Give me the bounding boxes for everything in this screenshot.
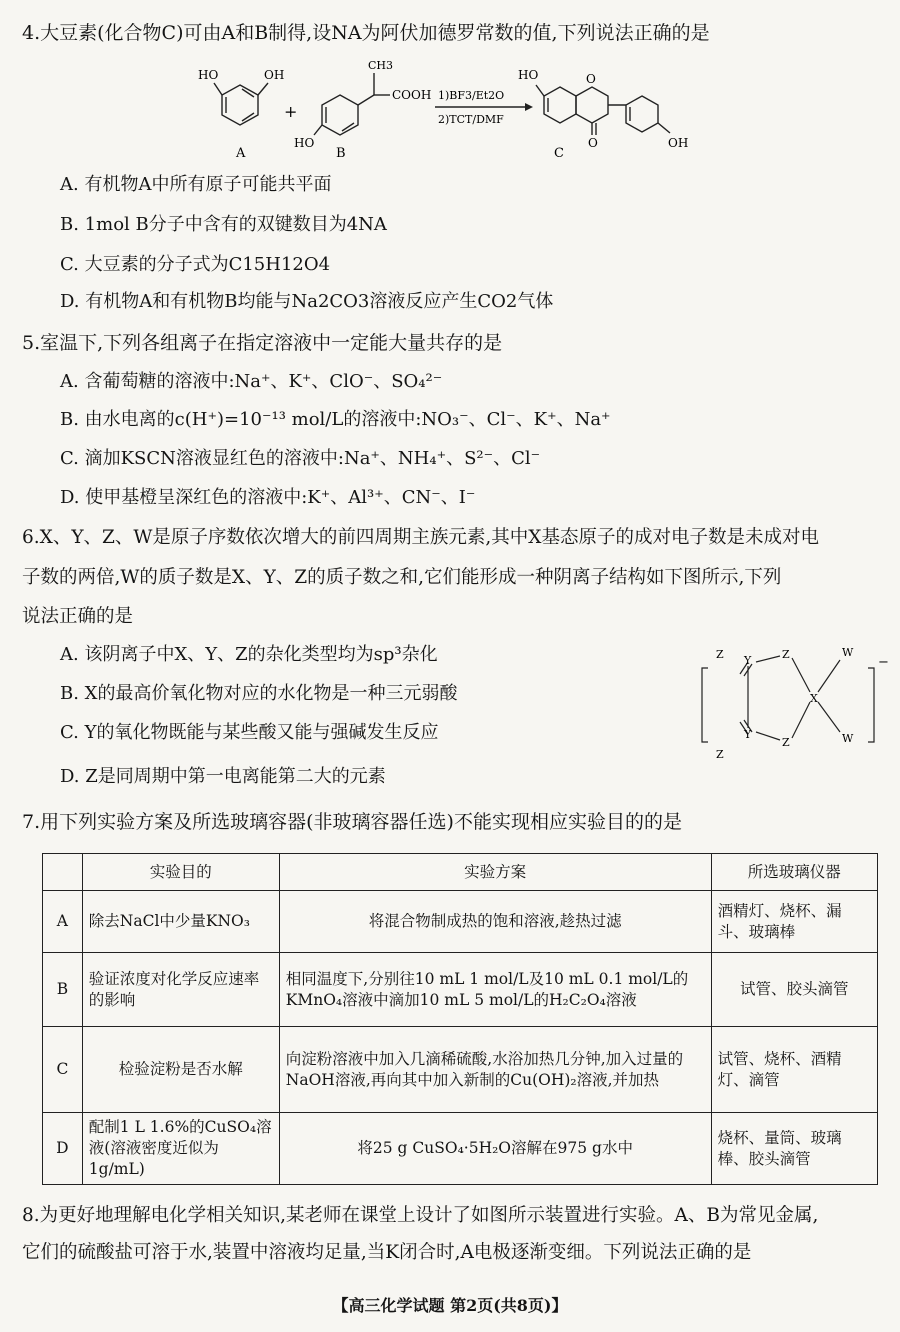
q5-option-a: A. 含葡萄糖的溶液中:Na⁺、K⁺、ClO⁻、SO₄²⁻ — [60, 371, 443, 392]
table-row: B 验证浓度对化学反应速率的影响 相同温度下,分别往10 mL 1 mol/L及10 mL 0.1 mol/L的KMnO₄溶液中滴加10 mL 5 mol/L的H₂C₂O₄溶液 试管、胶头滴管 — [43, 953, 878, 1027]
header-id — [43, 854, 83, 891]
header-plan: 实验方案 — [279, 854, 711, 891]
svg-text:W: W — [842, 732, 854, 745]
table-row: A 除去NaCl中少量KNO₃ 将混合物制成热的饱和溶液,趁热过滤 酒精灯、烧杯、漏斗、玻璃棒 — [43, 891, 878, 953]
q6-option-c: C. Y的氧化物既能与某些酸又能与强碱发生反应 — [60, 722, 439, 743]
table-header-row — [43, 854, 878, 891]
svg-text:X: X — [810, 692, 818, 705]
a-ho: HO — [198, 68, 219, 82]
b-cooh: COOH — [392, 88, 432, 102]
table-row: C 检验淀粉是否水解 向淀粉溶液中加入几滴稀硫酸,水浴加热几分钟,加入过量的NaOH溶液,再向其中加入新制的Cu(OH)₂溶液,并加热 试管、烧杯、酒精灯、滴管 — [43, 1027, 878, 1113]
c-ring-o: O — [586, 72, 596, 86]
table-row: D 配制1 L 1.6%的CuSO₄溶液(溶液密度近似为1g/mL) 将25 g CuSO₄·5H₂O溶解在975 g水中 烧杯、量筒、玻璃棒、胶头滴管 — [43, 1113, 878, 1185]
svg-text:Z: Z — [782, 648, 790, 661]
page-footer: 【高三化学试题 第2页(共8页)】 — [332, 1296, 568, 1315]
cond-2: 2)TCT/DMF — [438, 113, 504, 126]
label-a: A — [236, 146, 246, 161]
c-oh: OH — [668, 136, 689, 150]
q6-stem-line-1: 6.X、Y、Z、W是原子序数依次增大的前四周期主族元素,其中X基态原子的成对电子数是未成对电 — [22, 527, 819, 548]
q4-option-a: A. 有机物A中所有原子可能共平面 — [60, 174, 332, 195]
svg-text:Z: Z — [716, 748, 724, 761]
svg-text:Y: Y — [744, 728, 752, 741]
q5-stem: 5.室温下,下列各组离子在指定溶液中一定能大量共存的是 — [22, 332, 503, 354]
svg-text:Y: Y — [744, 654, 752, 667]
compound-b — [314, 73, 390, 135]
q6-stem-line-2: 子数的两倍,W的质子数是X、Y、Z的质子数之和,它们能形成一种阴离子结构如下图所示,下列 — [22, 567, 782, 588]
compound-a — [214, 83, 268, 125]
compound-c — [536, 85, 670, 135]
q5-option-b: B. 由水电离的c(H⁺)=10⁻¹³ mol/L的溶液中:NO₃⁻、Cl⁻、K⁺、Na⁺ — [60, 409, 611, 430]
label-c: C — [554, 146, 564, 161]
q6-option-b: B. X的最高价氧化物对应的水化物是一种三元弱酸 — [60, 683, 458, 704]
plus-sign: + — [284, 102, 298, 121]
q4-option-d: D. 有机物A和有机物B均能与Na2CO3溶液反应产生CO2气体 — [60, 291, 554, 312]
q4-stem: 4.大豆素(化合物C)可由A和B制得,设NA为阿伏加德罗常数的值,下列说法正确的是 — [22, 22, 710, 44]
experiment-table — [42, 853, 878, 1185]
svg-text:W: W — [842, 646, 854, 659]
q8-stem-line-2: 它们的硫酸盐可溶于水,装置中溶液均足量,当K闭合时,A电极逐渐变细。下列说法正确的是 — [22, 1242, 752, 1263]
svg-text:Z: Z — [782, 736, 790, 749]
svg-text:−: − — [878, 655, 889, 670]
q6-stem-line-3: 说法正确的是 — [22, 606, 134, 627]
a-oh: OH — [264, 68, 285, 82]
cond-1: 1)BF3/Et2O — [438, 89, 505, 102]
anion-structure — [690, 640, 890, 770]
q4-option-c: C. 大豆素的分子式为C15H12O4 — [60, 254, 331, 275]
label-b: B — [336, 146, 346, 161]
reaction-scheme — [190, 55, 750, 165]
svg-text:Z: Z — [716, 648, 724, 661]
q7-stem: 7.用下列实验方案及所选玻璃容器(非玻璃容器任选)不能实现相应实验目的的是 — [22, 811, 682, 833]
q5-option-c: C. 滴加KSCN溶液显红色的溶液中:Na⁺、NH₄⁺、S²⁻、Cl⁻ — [60, 448, 541, 469]
c-carbonyl-o: O — [588, 136, 598, 150]
q4-option-b: B. 1mol B分子中含有的双键数目为4NA — [60, 214, 387, 235]
q6-option-d: D. Z是同周期中第一电离能第二大的元素 — [60, 766, 386, 787]
q5-option-d: D. 使甲基橙呈深红色的溶液中:K⁺、Al³⁺、CN⁻、I⁻ — [60, 487, 476, 508]
b-ho: HO — [294, 136, 315, 150]
header-aim: 实验目的 — [82, 854, 279, 891]
q8-stem-line-1: 8.为更好地理解电化学相关知识,某老师在课堂上设计了如图所示装置进行实验。A、B为常见金属, — [22, 1205, 819, 1226]
header-glassware: 所选玻璃仪器 — [711, 854, 877, 891]
b-ch3: CH3 — [368, 59, 394, 72]
q6-option-a: A. 该阴离子中X、Y、Z的杂化类型均为sp³杂化 — [60, 644, 438, 665]
c-ho: HO — [518, 68, 539, 82]
